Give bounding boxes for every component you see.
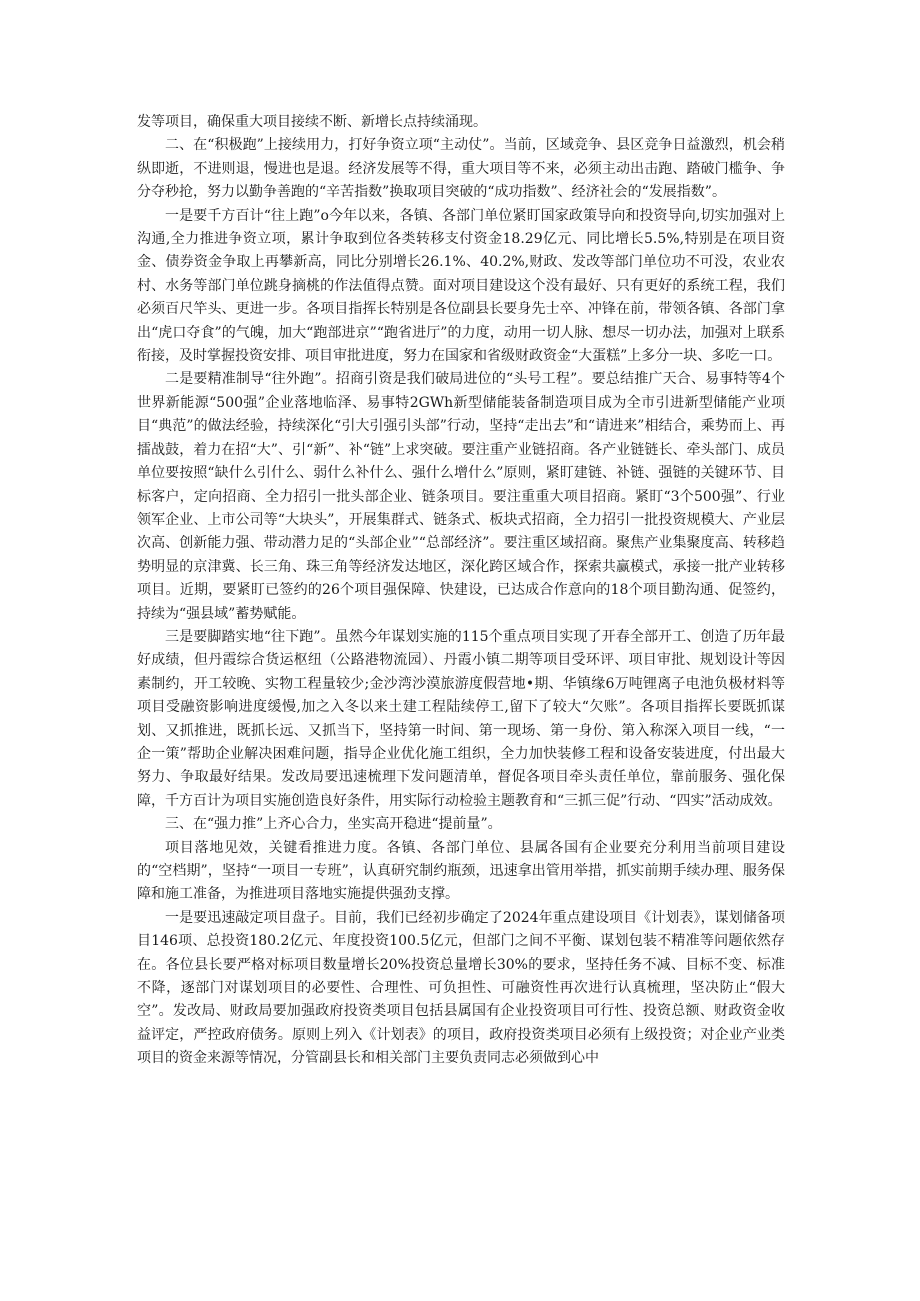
- paragraph-promotion: 项目落地见效，关键看推进力度。各镇、各部门单位、县属各国有企业要充分利用当前项目建设的“空档期”，坚持“一项目一专班”，认真研究制约瓶颈，迅速拿出管用举措，抓实前期手续办理、服务保障和施工准备，为推进项目落地实施提供强劲支撑。: [137, 839, 785, 903]
- paragraph-project-plan: 一是要迅速敲定项目盘子。目前，我们已经初步确定了2024年重点建设项目《计划表》，谋划储备项目146项、总投资180.2亿元、年度投资100.5亿元，但部门之间不平衡、谋划包装不精准等问题依然存在。各位县长要严格对标项目数量增长20%投资总量增长30%的要求，坚持任务不减、目标不变、标准不降，逐部门对谋划项目的必要性、合理性、可负担性、可融资性再次进行认真梳理，坚决防止“假大空”。发改局、财政局要加强政府投资类项目包括县属国有企业投资项目可行性、投资总额、财政资金收益评定，严控政府债务。原则上列入《计划表》的项目，政府投资类项目必须有上级投资；对企业产业类项目的资金来源等情况，分管副县长和相关部门主要负责同志必须做到心中: [137, 909, 785, 1067]
- section-heading-2: 二、在“积极跑”上接续用力，打好争资立项“主动仗”。当前，区域竞争、县区竞争日益激烈，机会稍纵即逝，不进则退，慢进也是退。经济发展等不得，重大项目等不来，必须主动出击跑、踏破门槛争、争分夺秒抢，努力以勤争善跑的“辛苦指数”换取项目突破的“成功指数”、经济社会的“发展指数”。: [137, 137, 785, 201]
- document-body: [137, 111, 785, 1071]
- paragraph-go-out: 二是要精准制导“往外跑”。招商引资是我们破局进位的“头号工程”。要总结推广天合、易事特等4个世界新能源“500强”企业落地临泽、易事特2GWh新型储能装备制造项目成为全市引进新型储能产业项目“典范”的做法经验，持续深化“引大引强引头部”行动，坚持“走出去”和“请进来”相结合，乘势而上、再擂战鼓，着力在招“大”、引“新”、补“链”上求突破。要注重产业链招商。各产业链链长、牵头部门、成员单位要按照“缺什么引什么、弱什么补什么、强什么增什么”原则，紧盯建链、补链、强链的关键环节、目标客户，定向招商、全力招引一批头部企业、链条项目。要注重重大项目招商。紧盯“3个500强”、行业领军企业、上市公司等“大块头”，开展集群式、链条式、板块式招商，全力招引一批投资规模大、产业层次高、创新能力强、带动潜力足的“头部企业”“总部经济”。要注重区域招商。聚焦产业集聚度高、转移趋势明显的京津冀、长三角、珠三角等经济发达地区，深化跨区域合作，探索共赢模式，承接一批产业转移项目。近期，要紧盯已签约的26个项目强保障、快建设，已达成合作意向的18个项目勤沟通、促签约，持续为“强县域”蓄势赋能。: [137, 371, 785, 622]
- paragraph-continuation: 发等项目，确保重大项目接续不断、新增长点持续涌现。: [137, 114, 487, 130]
- paragraph-go-down: 三是要脚踏实地“往下跑”。虽然今年谋划实施的115个重点项目实现了开春全部开工、创造了历年最好成绩，但丹霞综合货运枢纽（公路港物流园）、丹霞小镇二期等项目受环评、项目审批、规划设计等因素制约，开工较晚、实物工程量较少;金沙湾沙漠旅游度假营地•期、华镇缘6万吨锂离子电池负极材料等项目受融资影响进度缓慢,加之入冬以来土建工程陆续停工,留下了较大“欠账”。各项目指挥长要既抓谋划、又抓推进，既抓长远、又抓当下，坚持第一时间、第一现场、第一身份、第入称深入项目一线，“一企一策”帮助企业解决困难问题，指导企业优化施工组织，全力加快装修工程和设备安装进度，付出最大努力、争取最好结果。发改局要迅速梳理下发问题清单，督促各项目牵头责任单位，靠前服务、强化保障，千方百计为项目实施创造良好条件，用实际行动检验主题教育和“三抓三促”行动、“四实”活动成效。: [137, 628, 785, 809]
- paragraph-go-up: 一是要千方百计“往上跑”o今年以来，各镇、各部门单位紧盯国家政策导向和投资导向,切实加强对上沟通,全力推进争资立项，累计争取到位各类转移支付资金18.29亿元、同比增长5.5%,特别是在项目资金、债券资金争取上再攀新高，同比分别增长26.1%、40.2%,财政、发改等部门单位功不可没，农业农村、水务等部门单位跳身摘桃的作法值得点赞。面对项目建设这个没有最好、只有更好的系统工程，我们必须百尺竿头、更进一步。各项目指挥长特别是各位副县长要身先士卒、冲锋在前，带领各镇、各部门拿出“虎口夺食”的气魄，加大“跑部进京”“跑省进厅”的力度，动用一切人脉、想尽一切办法，加强对上联系衔接，及时掌握投资安排、项目审批进度，努力在国家和省级财政资金“大蛋糕”上多分一块、多吃一口。: [137, 207, 785, 365]
- section-heading-3: 三、在“强力推”上齐心合力，坐实高开稳进“提前量”。: [165, 816, 502, 833]
